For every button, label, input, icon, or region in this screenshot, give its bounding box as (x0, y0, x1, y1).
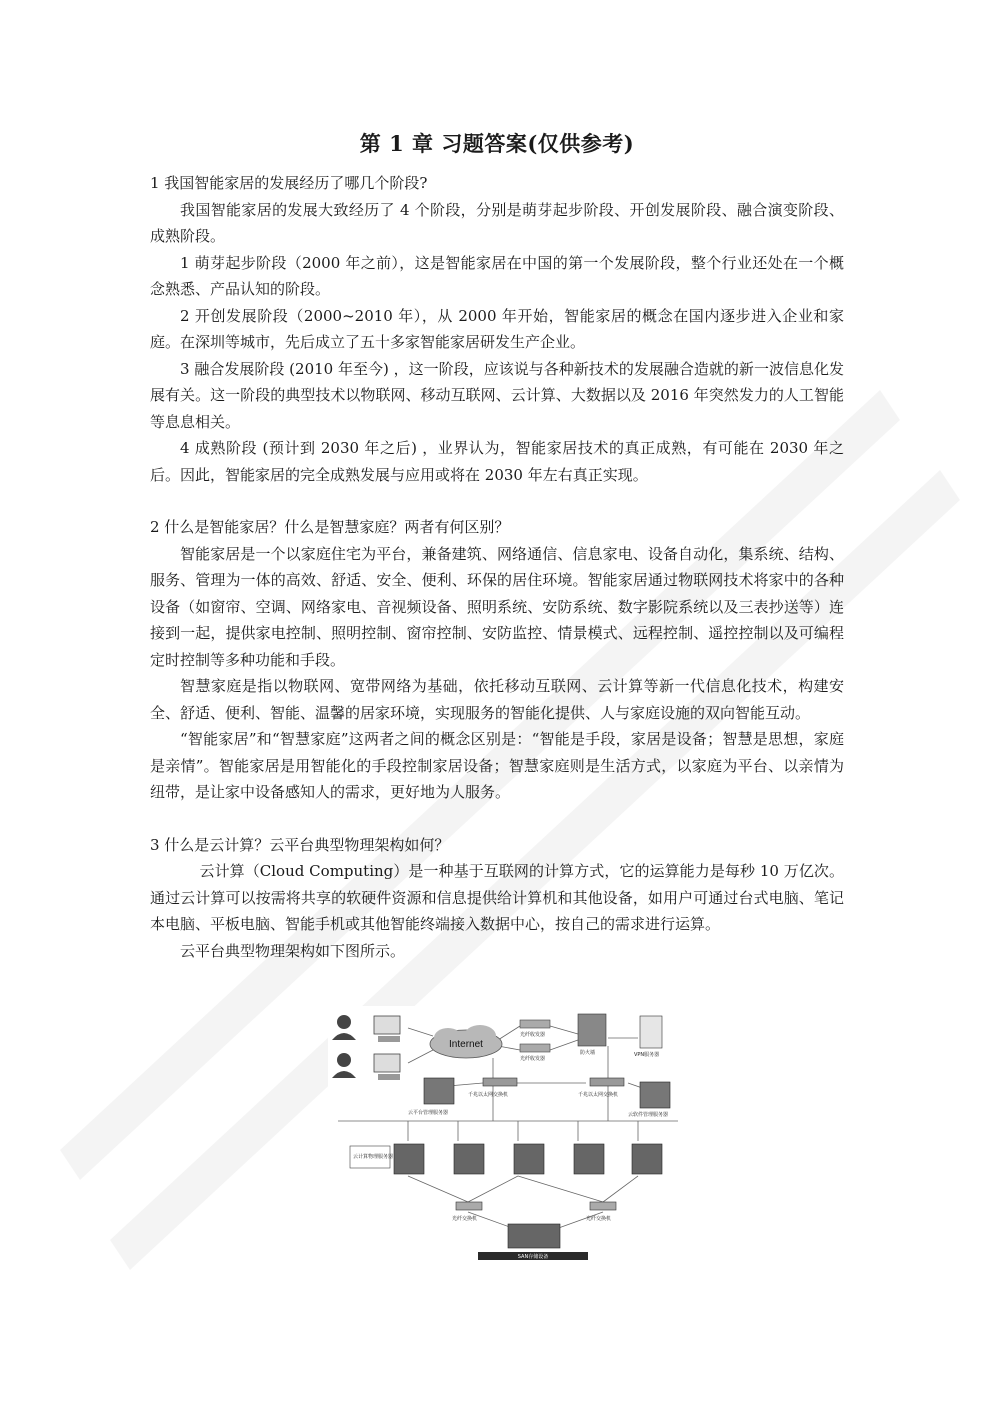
firewall-label: 防火墙 (580, 1050, 596, 1056)
physical-server-icon (454, 1144, 484, 1174)
switch-label: 千兆以太网交换机 (468, 1092, 509, 1098)
answer-paragraph: “智能家居”和“智慧家庭”这两者之间的概念区别是：“智能是手段，家居是设备；智慧是思想，家庭是亲情”。智能家居是用智能化的手段控制家居设备；智慧家庭则是生活方式，以家庭为平台、以亲情为纽带，是让家中设备感知人的需求，更好地为人服务。 (150, 730, 844, 801)
physical-server-icon (632, 1144, 662, 1174)
answer-paragraph: 2 开创发展阶段（2000~2010 年），从 2000 年开始，智能家居的概念在国内逐步进入企业和家庭。在深圳等城市，先后成立了五十多家智能家居研发生产企业。 (150, 306, 844, 351)
san-label: SAN存储设备 (517, 1254, 549, 1260)
switch-label: 千兆以太网交换机 (578, 1092, 619, 1098)
management-server-label: 云平台管理服务器 (408, 1110, 449, 1116)
firewall-icon (578, 1014, 606, 1046)
answer-paragraph: 我国智能家居的发展大致经历了 4 个阶段，分别是萌芽起步阶段、开创发展阶段、融合演变阶段、成熟阶段。 (150, 200, 844, 245)
answer-paragraph: 4 成熟阶段 (预计到 2030 年之后) ，业界认为，智能家居技术的真正成熟，有可能在 2030 年之后。因此，智能家居的完全成熟发展与应用或将在 2030 年左右真正实现。 (150, 439, 844, 484)
fiber-switch-label: 光纤交换机 (452, 1216, 478, 1222)
answer-paragraph: 智能家居是一个以家庭住宅为平台，兼备建筑、网络通信、信息家电、设备自动化，集系统、结构、服务、管理为一体的高效、舒适、安全、便利、环保的居住环境。智能家居通过物联网技术将家中的各种设备（如窗帘、空调、网络家电、音视频设备、照明系统、安防系统、数字影院系统以及三表抄送等）连接到一起，提供家电控制、照明控制、窗帘控制、安防监控、情景模式、远程控制、遥控控制以及可编程定时控制等多种功能和手段。 (150, 544, 844, 669)
physical-server-label: 云计算物理服务器 (353, 1154, 394, 1160)
answer-paragraph: 云平台典型物理架构如下图所示。 (180, 941, 406, 960)
section-gap (150, 806, 844, 832)
management-server-label: 云软件管理服务器 (628, 1112, 669, 1118)
internet-label: Internet (449, 1039, 483, 1050)
answer-paragraph: 云计算（Cloud Computing）是一种基于互联网的计算方式，它的运算能力是每秒 10 万亿次。通过云计算可以按需将共享的软硬件资源和信息提供给计算机和其他设备，如用户可通过台式电脑、笔记本电脑、平板电脑、智能手机或其他智能终端接入数据中心，按自己的需求进行运算。 (150, 862, 844, 933)
fiber-transceiver-label: 光纤收发器 (520, 1032, 546, 1038)
physical-server-icon (394, 1144, 424, 1174)
answer-paragraph: 3 融合发展阶段 (2010 年至今) ，这一阶段，应该说与各种新技术的发展融合造就的新一波信息化发展有关。这一阶段的典型技术以物联网、移动互联网、云计算、大数据以及 2016 年突然发力的人工智能等息息相关。 (150, 359, 844, 431)
management-server-icon (640, 1082, 670, 1108)
management-server-icon (424, 1078, 454, 1104)
switch-icon (483, 1078, 517, 1086)
question-3: 3 什么是云计算？云平台典型物理架构如何？ (150, 835, 450, 854)
document-page (150, 128, 844, 964)
fiber-switch-icon (456, 1202, 482, 1210)
switch-icon (590, 1078, 624, 1086)
fiber-switch-label: 光纤交换机 (586, 1216, 612, 1222)
question-1: 1 我国智能家居的发展经历了哪几个阶段? (150, 174, 428, 192)
question-2: 2 什么是智能家居？什么是智慧家庭？两者有何区别？ (150, 518, 510, 536)
fiber-transceiver-icon (520, 1044, 550, 1052)
fiber-transceiver-label: 光纤收发器 (520, 1056, 546, 1062)
answer-paragraph: 1 萌芽起步阶段（2000 年之前），这是智能家居在中国的第一个发展阶段，整个行业还处在一个概念熟悉、产品认知的阶段。 (150, 253, 844, 298)
physical-server-icon (514, 1144, 544, 1174)
vpn-server-icon (640, 1016, 662, 1048)
answer-paragraph: 智慧家庭是指以物联网、宽带网络为基础，依托移动互联网、云计算等新一代信息化技术，构建安全、舒适、便利、智能、温馨的居家环境，实现服务的智能化提供、人与家庭设施的双向智能互动。 (150, 677, 844, 722)
page-title: 第 1 章 习题答案(仅供参考) (359, 131, 635, 156)
fiber-switch-icon (590, 1202, 616, 1210)
san-storage-icon (508, 1224, 560, 1248)
cloud-architecture-diagram (328, 1006, 687, 1262)
physical-server-icon (574, 1144, 604, 1174)
vpn-server-label: VPN服务器 (634, 1052, 660, 1058)
fiber-transceiver-icon (520, 1020, 550, 1028)
section-gap (150, 488, 844, 514)
